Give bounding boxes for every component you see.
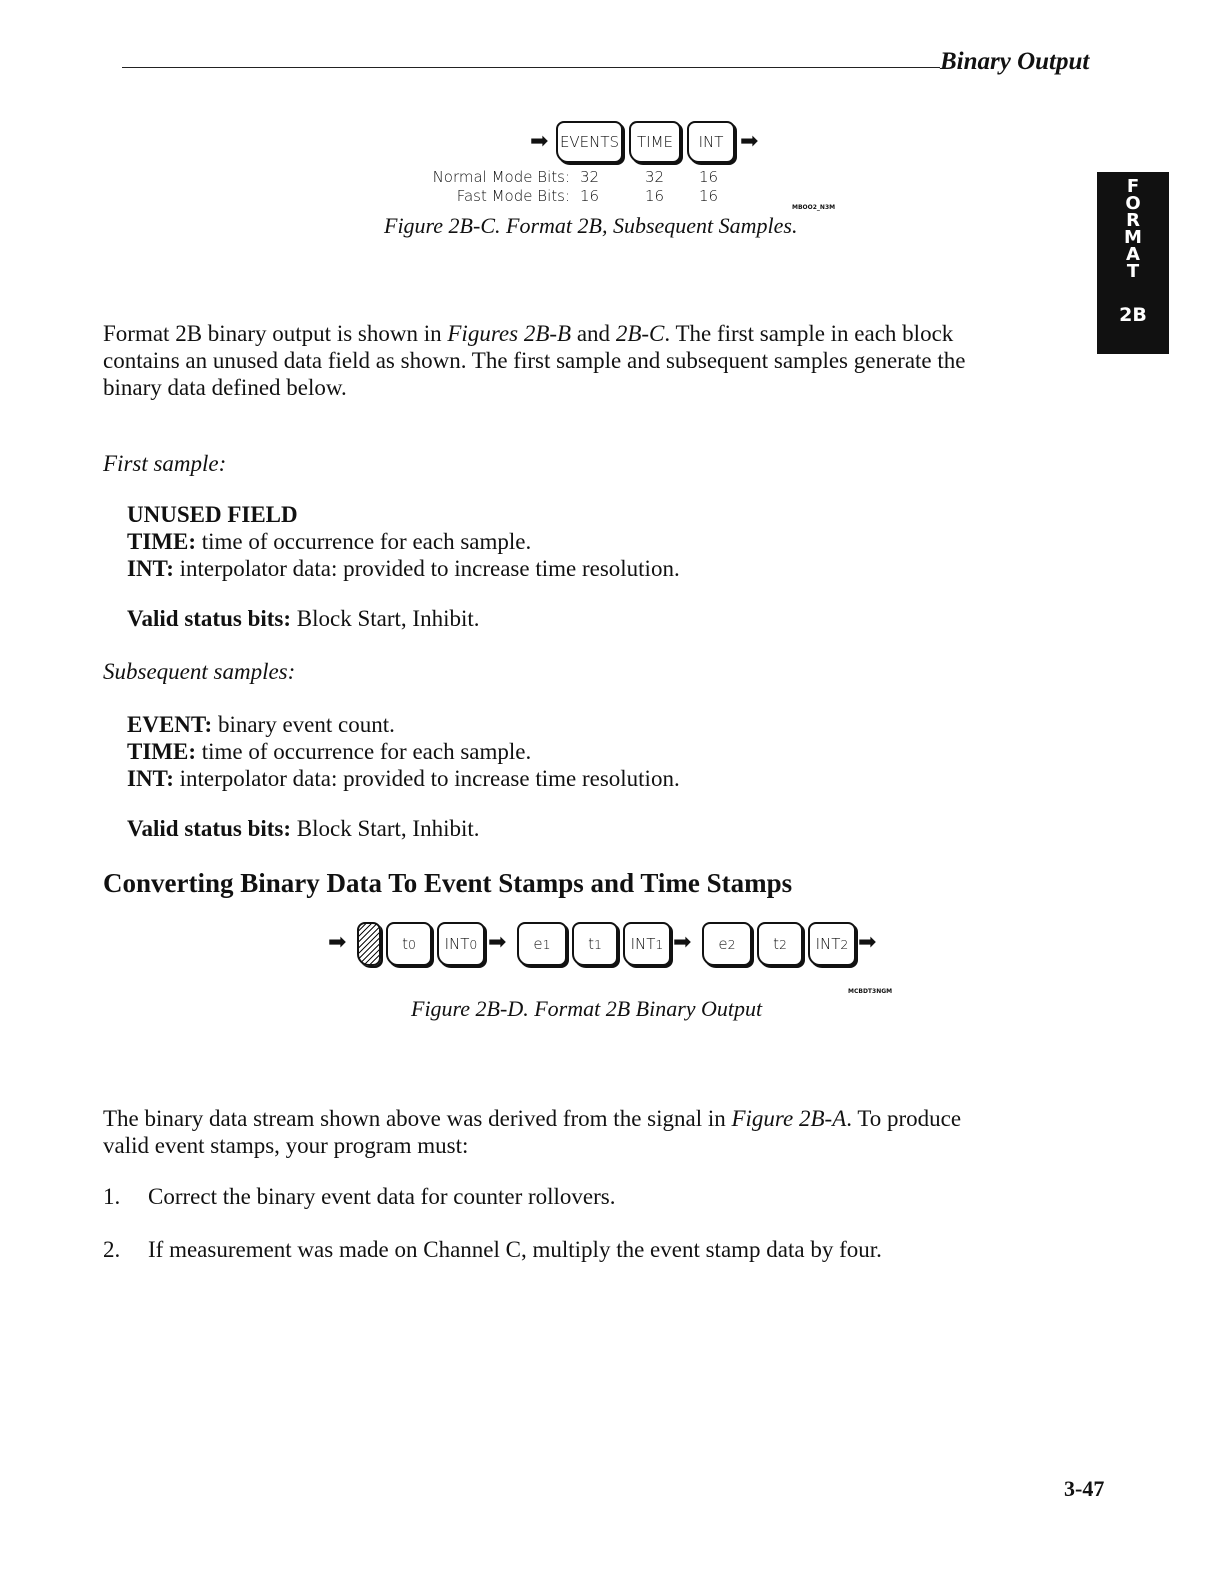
mode-value: 16 [699, 187, 719, 205]
figure-code: MCBDT3NGM [848, 988, 893, 995]
intro-paragraph: Format 2B binary output is shown in Figures 2B-B and 2B-C. The first sample in each block contains an unused data field as shown. The first sample and subsequent samples generate the binary data defined below. [103, 321, 966, 400]
list-item: 2. If measurement was made on Channel C, multiply the event stamp data by four. [103, 1237, 882, 1262]
section-heading: Converting Binary Data To Event Stamps and Time Stamps [103, 868, 793, 898]
header-rule [122, 67, 940, 68]
events-box: EVENTS [556, 121, 623, 163]
t2-box: t 2 [757, 922, 803, 966]
header-title: Binary Output [940, 48, 1090, 75]
first-sample-fields: UNUSED FIELD TIME: time of occurrence for each sample. INT: interpolator data: provided to increase time resolution. Valid status bits: Block Start, Inhibit. [127, 502, 680, 631]
tab-letter: M [1124, 227, 1142, 248]
mode-value: 32 [645, 168, 665, 186]
figure-caption: Figure 2B-C. Format 2B, Subsequent Samples. [384, 213, 798, 238]
int0-box: INT 0 [437, 922, 485, 966]
mode-value: 32 [580, 168, 600, 186]
tab-letter: R [1126, 210, 1140, 231]
t0-box: t 0 [386, 922, 432, 966]
mode-value: 16 [699, 168, 719, 186]
tab-label: 2B [1119, 304, 1147, 326]
int2-box: INT 2 [808, 922, 856, 966]
side-tab [1097, 172, 1169, 354]
arrow-right-icon: ➡ [328, 930, 347, 955]
list-item: 1. Correct the binary event data for counter rollovers. [103, 1184, 616, 1209]
page-number: 3-47 [1064, 1476, 1105, 1501]
mode-value: 16 [645, 187, 665, 205]
e1-box: e 1 [517, 922, 567, 966]
tab-letter: A [1126, 244, 1140, 265]
subsequent-sample-fields: EVENT: binary event count. TIME: time of occurrence for each sample. INT: interpolator data: provided to increase time resolution. Valid status bits: Block Start, Inhibit. [127, 712, 680, 841]
figure-code: MBOO2_N3M [792, 204, 836, 211]
arrow-right-icon: ➡ [740, 129, 759, 154]
arrow-right-icon: ➡ [530, 129, 549, 154]
mode-value: 16 [580, 187, 600, 205]
arrow-right-icon: ➡ [673, 930, 692, 955]
arrow-right-icon: ➡ [858, 930, 877, 955]
first-sample-heading: First sample: [103, 451, 227, 476]
int-box: INT [687, 121, 735, 163]
figure-caption: Figure 2B-D. Format 2B Binary Output [411, 996, 763, 1021]
fast-mode-label: Fast Mode Bits: [456, 187, 570, 205]
outro-paragraph: The binary data stream shown above was derived from the signal in Figure 2B-A. To produce valid event stamps, your program must: [103, 1106, 962, 1158]
normal-mode-label: Normal Mode Bits: [432, 168, 570, 186]
arrow-right-icon: ➡ [488, 930, 507, 955]
int1-box: INT 1 [623, 922, 671, 966]
time-box: TIME [629, 121, 681, 163]
tab-letter: O [1125, 193, 1141, 214]
subsequent-samples-heading: Subsequent samples: [103, 659, 296, 684]
e2-box: e 2 [702, 922, 752, 966]
tab-letter: F [1126, 176, 1140, 197]
tab-letter: T [1126, 261, 1140, 282]
unused-field-box [357, 922, 381, 966]
t1-box: t 1 [572, 922, 618, 966]
